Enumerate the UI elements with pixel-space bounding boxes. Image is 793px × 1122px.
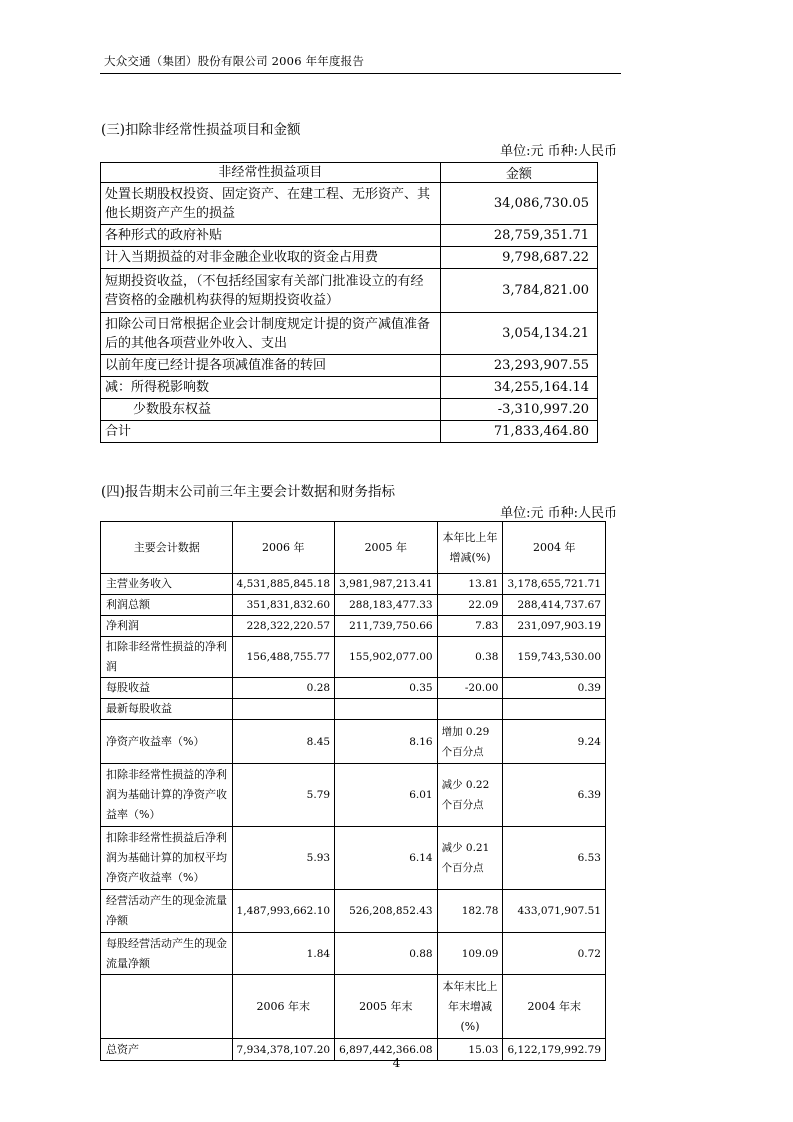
table-row <box>101 720 606 764</box>
value-change: 22.09 <box>437 595 503 616</box>
value-2005: 526,208,852.43 <box>335 890 438 933</box>
row-label: 扣除非经常性损益后净利润为基础计算的加权平均净资产收益率（%） <box>101 827 233 890</box>
value-change: 13.81 <box>437 574 503 595</box>
value-2004: 433,071,907.51 <box>503 890 606 933</box>
row-label: 利润总额 <box>101 595 233 616</box>
value-change: 109.09 <box>437 933 503 975</box>
value-change: 182.78 <box>437 890 503 933</box>
header-cell: 2004 年末 <box>503 975 606 1039</box>
row-label: 净利润 <box>101 616 233 637</box>
header-cell: 2005 年末 <box>335 975 438 1039</box>
value-2006: 156,488,755.77 <box>232 637 335 678</box>
table-row <box>101 933 606 975</box>
value-change <box>437 699 503 720</box>
amount-cell: 3,054,134.21 <box>440 313 597 355</box>
value-change: 15.03 <box>437 1039 503 1061</box>
row-label: 扣除非经常性损益的净利润为基础计算的净资产收益率（%） <box>101 764 233 827</box>
row-label: 扣除非经常性损益的净利润 <box>101 637 233 678</box>
value-change: 减少 0.22 个百分点 <box>437 764 503 827</box>
amount-cell: 9,798,687.22 <box>440 247 597 269</box>
amount-cell: 34,086,730.05 <box>440 183 597 225</box>
value-2006 <box>232 699 335 720</box>
row-label: 每股收益 <box>101 678 233 699</box>
non-recurring-items-table <box>100 162 598 443</box>
item-cell: 处置长期股权投资、固定资产、在建工程、无形资产、其他长期资产产生的损益 <box>101 183 441 225</box>
table-row <box>101 827 606 890</box>
value-2004: 159,743,530.00 <box>503 637 606 678</box>
value-2006: 4,531,885,845.18 <box>232 574 335 595</box>
table-row <box>101 890 606 933</box>
value-2004 <box>503 699 606 720</box>
value-2004: 6,122,179,992.79 <box>503 1039 606 1061</box>
amount-cell: 3,784,821.00 <box>440 269 597 313</box>
value-2006: 0.28 <box>232 678 335 699</box>
table-row <box>101 764 606 827</box>
table-row <box>101 183 598 225</box>
amount-cell: 34,255,164.14 <box>440 377 597 399</box>
item-cell: 计入当期损益的对非金融企业收取的资金占用费 <box>101 247 441 269</box>
value-change: 7.83 <box>437 616 503 637</box>
value-2004: 6.39 <box>503 764 606 827</box>
value-2006: 5.79 <box>232 764 335 827</box>
value-2005: 6,897,442,366.08 <box>335 1039 438 1061</box>
table-row <box>101 616 606 637</box>
value-2005: 288,183,477.33 <box>335 595 438 616</box>
amount-cell: 23,293,907.55 <box>440 355 597 377</box>
header-cell: 主要会计数据 <box>101 522 233 574</box>
header-cell-item: 非经常性损益项目 <box>101 163 441 183</box>
row-label: 经营活动产生的现金流量净额 <box>101 890 233 933</box>
value-change: -20.00 <box>437 678 503 699</box>
header-cell: 2006 年 <box>232 522 335 574</box>
row-label: 最新每股收益 <box>101 699 233 720</box>
value-2006: 7,934,378,107.20 <box>232 1039 335 1061</box>
value-2004: 3,178,655,721.71 <box>503 574 606 595</box>
table-row <box>101 355 598 377</box>
value-2004: 0.72 <box>503 933 606 975</box>
section3-unit: 单位:元 币种:人民币 <box>500 144 617 159</box>
row-label: 总资产 <box>101 1039 233 1061</box>
table-row <box>101 574 606 595</box>
header-cell: 2006 年末 <box>232 975 335 1039</box>
table-row <box>101 637 606 678</box>
row-label: 净资产收益率（%） <box>101 720 233 764</box>
value-2004: 0.39 <box>503 678 606 699</box>
row-label: 主营业务收入 <box>101 574 233 595</box>
value-2004: 6.53 <box>503 827 606 890</box>
value-2006: 351,831,832.60 <box>232 595 335 616</box>
header-cell: 2005 年 <box>335 522 438 574</box>
item-cell: 各种形式的政府补贴 <box>101 225 441 247</box>
table-row <box>101 595 606 616</box>
table-row <box>101 225 598 247</box>
item-cell: 扣除公司日常根据企业会计制度规定计提的资产减值准备后的其他各项营业外收入、支出 <box>101 313 441 355</box>
header-cell: 2004 年 <box>503 522 606 574</box>
value-2005: 155,902,077.00 <box>335 637 438 678</box>
value-2004: 9.24 <box>503 720 606 764</box>
empty-cell <box>101 975 233 1039</box>
value-2005: 0.88 <box>335 933 438 975</box>
header-divider <box>100 73 621 74</box>
table-header-row <box>101 163 598 183</box>
value-2006: 1,487,993,662.10 <box>232 890 335 933</box>
table-row <box>101 699 606 720</box>
item-cell: 以前年度已经计提各项减值准备的转回 <box>101 355 441 377</box>
item-cell: 短期投资收益，（不包括经国家有关部门批准设立的有经营资格的金融机构获得的短期投资收益） <box>101 269 441 313</box>
value-2006: 5.93 <box>232 827 335 890</box>
table-row <box>101 678 606 699</box>
section4-title: (四)报告期末公司前三年主要会计数据和财务指标 <box>101 484 396 500</box>
value-2004: 288,414,737.67 <box>503 595 606 616</box>
table-row <box>101 269 598 313</box>
value-2006: 8.45 <box>232 720 335 764</box>
header-cell: 本年比上年增减(%) <box>437 522 503 574</box>
row-label: 每股经营活动产生的现金流量净额 <box>101 933 233 975</box>
value-2005: 3,981,987,213.41 <box>335 574 438 595</box>
table-row <box>101 377 598 399</box>
value-2005: 6.14 <box>335 827 438 890</box>
value-2006: 228,322,220.57 <box>232 616 335 637</box>
financial-data-table <box>100 521 606 1061</box>
item-cell: 少数股东权益 <box>101 399 441 421</box>
amount-cell: -3,310,997.20 <box>440 399 597 421</box>
value-2006: 1.84 <box>232 933 335 975</box>
section3-title: (三)扣除非经常性损益项目和金额 <box>101 122 301 138</box>
section4-unit: 单位:元 币种:人民币 <box>500 506 617 521</box>
value-change: 减少 0.21 个百分点 <box>437 827 503 890</box>
item-cell: 合计 <box>101 421 441 443</box>
header-cell: 本年末比上年末增减(%) <box>437 975 503 1039</box>
value-change: 0.38 <box>437 637 503 678</box>
amount-cell: 28,759,351.71 <box>440 225 597 247</box>
value-2005: 0.35 <box>335 678 438 699</box>
value-2005 <box>335 699 438 720</box>
value-2004: 231,097,903.19 <box>503 616 606 637</box>
table-row <box>101 421 598 443</box>
amount-cell: 71,833,464.80 <box>440 421 597 443</box>
value-2005: 6.01 <box>335 764 438 827</box>
value-2005: 211,739,750.66 <box>335 616 438 637</box>
page-number: 4 <box>392 1056 401 1070</box>
table-subheader-row <box>101 975 606 1039</box>
value-change: 增加 0.29 个百分点 <box>437 720 503 764</box>
table-header-row <box>101 522 606 574</box>
value-2005: 8.16 <box>335 720 438 764</box>
table-row <box>101 247 598 269</box>
table-row <box>101 399 598 421</box>
report-header: 大众交通（集团）股份有限公司 2006 年年度报告 <box>104 54 365 68</box>
table-row <box>101 313 598 355</box>
header-cell-amount: 金额 <box>440 163 597 183</box>
item-cell: 减：所得税影响数 <box>101 377 441 399</box>
